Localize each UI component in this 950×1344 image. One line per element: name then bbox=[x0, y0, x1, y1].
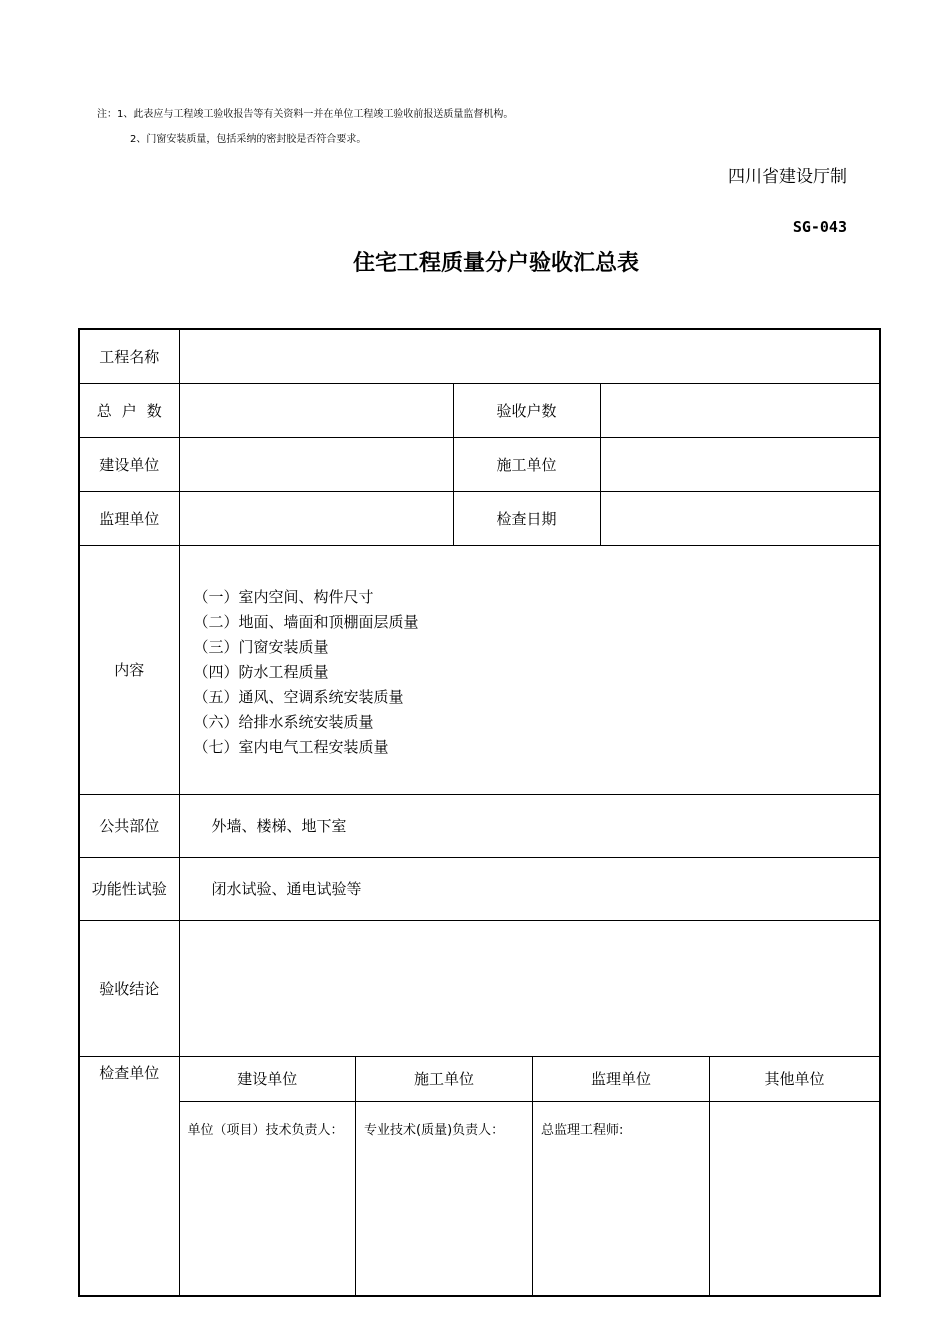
builder-signatory[interactable]: 单位（项目）技术负责人： bbox=[187, 1122, 344, 1138]
page-title: 住宅工程质量分户验收汇总表 bbox=[352, 251, 639, 276]
content-label: 内容 bbox=[79, 545, 179, 794]
note-2: 2、门窗安装质量，包括采纳的密封胶是否符合要求。 bbox=[130, 134, 367, 145]
header-contractor: 施工单位 bbox=[356, 1057, 533, 1102]
accepted-households-label: 验收户数 bbox=[453, 383, 600, 437]
row-conclusion bbox=[79, 920, 880, 1056]
total-households-label: 总户数 bbox=[79, 383, 179, 437]
row-content bbox=[79, 545, 880, 794]
inspection-unit-label: 检查单位 bbox=[79, 1056, 179, 1296]
row-public-area bbox=[79, 794, 880, 857]
content-value bbox=[179, 545, 880, 794]
conclusion-value[interactable] bbox=[179, 920, 880, 1056]
inspection-date-value[interactable] bbox=[600, 491, 880, 545]
other-signatory[interactable] bbox=[710, 1101, 880, 1295]
header-builder: 建设单位 bbox=[180, 1057, 356, 1102]
inspection-units-table bbox=[180, 1057, 880, 1296]
accepted-households-value[interactable] bbox=[600, 383, 880, 437]
content-item: （三）门窗安装质量 bbox=[193, 638, 329, 656]
inspection-units-signatures bbox=[180, 1101, 880, 1295]
supervisor-label: 监理单位 bbox=[79, 491, 179, 545]
builder-value[interactable] bbox=[179, 437, 453, 491]
content-item: （五）通风、空调系统安装质量 bbox=[193, 688, 404, 706]
row-project-name bbox=[79, 329, 880, 383]
content-list bbox=[180, 579, 880, 760]
supervisor-value[interactable] bbox=[179, 491, 453, 545]
contractor-label: 施工单位 bbox=[453, 437, 600, 491]
inspection-units-header bbox=[180, 1057, 880, 1102]
note-1: 注：1、此表应与工程竣工验收报告等有关资料一并在单位工程竣工验收前报送质量监督机构。 bbox=[97, 109, 514, 120]
total-households-value[interactable] bbox=[179, 383, 453, 437]
row-households bbox=[79, 383, 880, 437]
contractor-value[interactable] bbox=[600, 437, 880, 491]
public-area-label: 公共部位 bbox=[79, 794, 179, 857]
row-inspection-units bbox=[79, 1056, 880, 1296]
public-area-value: 外墙、楼梯、地下室 bbox=[179, 794, 880, 857]
header-supervisor: 监理单位 bbox=[533, 1057, 710, 1102]
contractor-signatory[interactable]: 专业技术(质量)负责人： bbox=[356, 1101, 533, 1295]
functional-test-label: 功能性试验 bbox=[79, 857, 179, 920]
conclusion-label: 验收结论 bbox=[79, 920, 179, 1056]
row-supervisor bbox=[79, 491, 880, 545]
content-item: （六）给排水系统安装质量 bbox=[193, 713, 374, 731]
supervisor-signatory[interactable]: 总监理工程师: bbox=[533, 1101, 710, 1295]
project-name-label: 工程名称 bbox=[79, 329, 179, 383]
project-name-value[interactable] bbox=[179, 329, 880, 383]
builder-label: 建设单位 bbox=[79, 437, 179, 491]
content-item: （四）防水工程质量 bbox=[193, 663, 329, 681]
content-item: （七）室内电气工程安装质量 bbox=[193, 738, 389, 756]
row-functional-test bbox=[79, 857, 880, 920]
inspection-date-label: 检查日期 bbox=[453, 491, 600, 545]
content-item: （一）室内空间、构件尺寸 bbox=[193, 588, 374, 606]
issuer: 四川省建设厅制 bbox=[728, 167, 847, 187]
content-item: （二）地面、墙面和顶棚面层质量 bbox=[193, 613, 419, 631]
header-other: 其他单位 bbox=[710, 1057, 880, 1102]
acceptance-summary-table bbox=[78, 328, 881, 1297]
functional-test-value: 闭水试验、通电试验等 bbox=[179, 857, 880, 920]
inspection-units-grid bbox=[179, 1056, 880, 1296]
row-builder bbox=[79, 437, 880, 491]
form-code: SG-043 bbox=[792, 218, 847, 236]
